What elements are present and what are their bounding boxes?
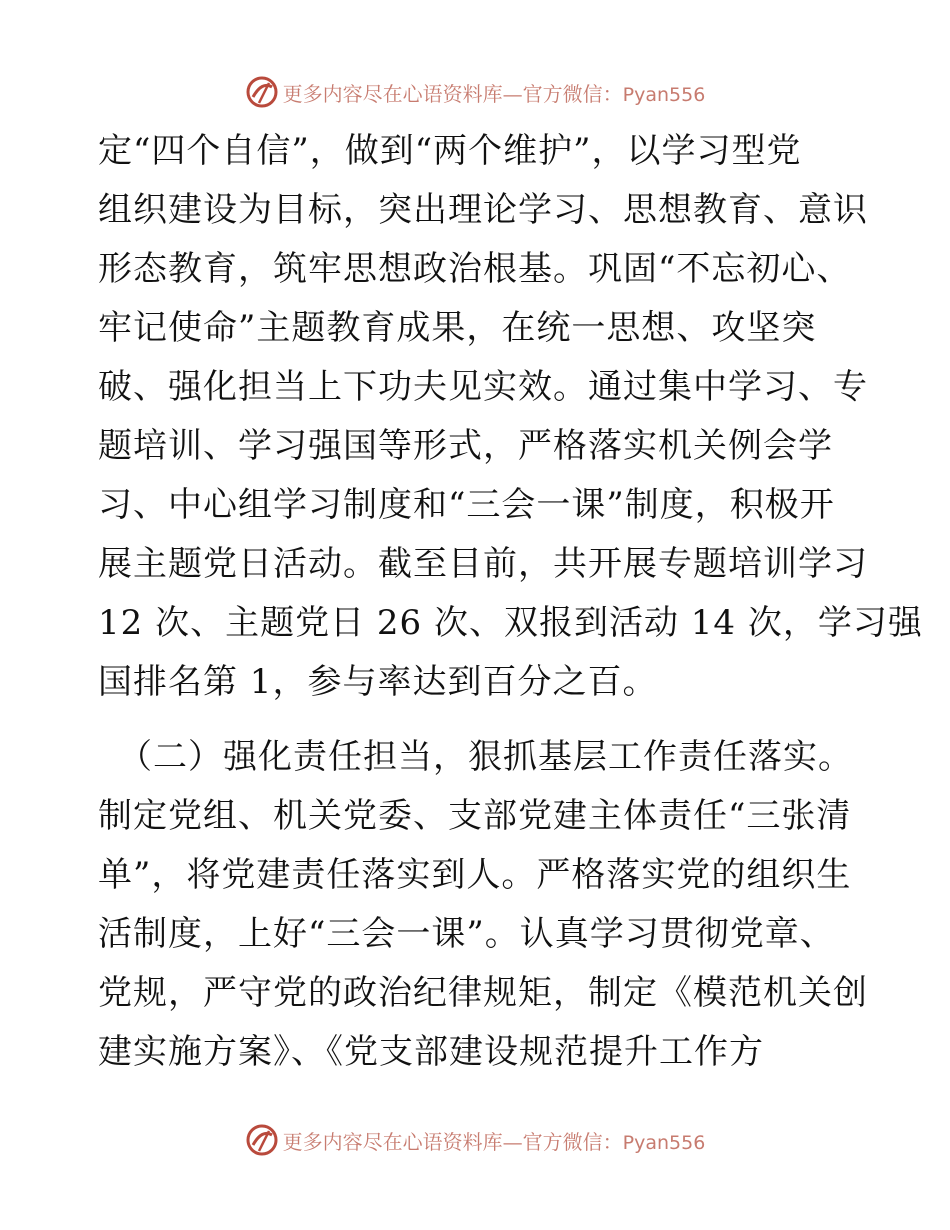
brand-logo-icon [245,1123,279,1157]
paragraph-line: 党规，严守党的政治纪律规矩，制定《模范机关创 [98,973,868,1013]
paragraph-line: 定“四个自信”，做到“两个维护”，以学习型党 [98,131,802,171]
paragraph-line: 展主题党日活动。截至目前，共开展专题培训学习 [98,544,868,584]
paragraph-line: 题培训、学习强国等形式，严格落实机关例会学 [98,426,833,466]
paragraph-line: 破、强化担当上下功夫见实效。通过集中学习、专 [98,367,868,407]
paragraph-line: 建实施方案》、《党支部建设规范提升工作方 [98,1032,764,1072]
document-body [98,122,923,1082]
watermark-text: 更多内容尽在心语资料库—官方微信：Pyan556 [282,81,706,106]
paragraph-line: 12 次、主题党日 26 次、双报到活动 14 次，学习强 [98,603,923,643]
header-watermark [0,72,950,112]
brand-logo-icon [245,75,279,109]
paragraph-line: 国排名第 1，参与率达到百分之百。 [98,662,658,702]
paragraph-line: 活制度，上好“三会一课”。认真学习贯彻党章、 [98,914,835,954]
paragraph-line: 单”，将党建责任落实到人。严格落实党的组织生 [98,855,852,895]
footer-watermark [0,1120,950,1160]
paragraph-line: 组织建设为目标，突出理论学习、思想教育、意识 [98,190,868,230]
watermark-text: 更多内容尽在心语资料库—官方微信：Pyan556 [282,1129,706,1154]
section-heading: （二）强化责任担当，狠抓基层工作责任落实。 [118,737,853,777]
paragraph-line: 形态教育，筑牢思想政治根基。巩固“不忘初心、 [98,249,852,289]
paragraph-line: 制定党组、机关党委、支部党建主体责任“三张清 [98,796,852,836]
paragraph-line: 习、中心组学习制度和“三会一课”制度，积极开 [98,485,835,525]
paragraph-line: 牢记使命”主题教育成果，在统一思想、攻坚突 [98,308,817,348]
